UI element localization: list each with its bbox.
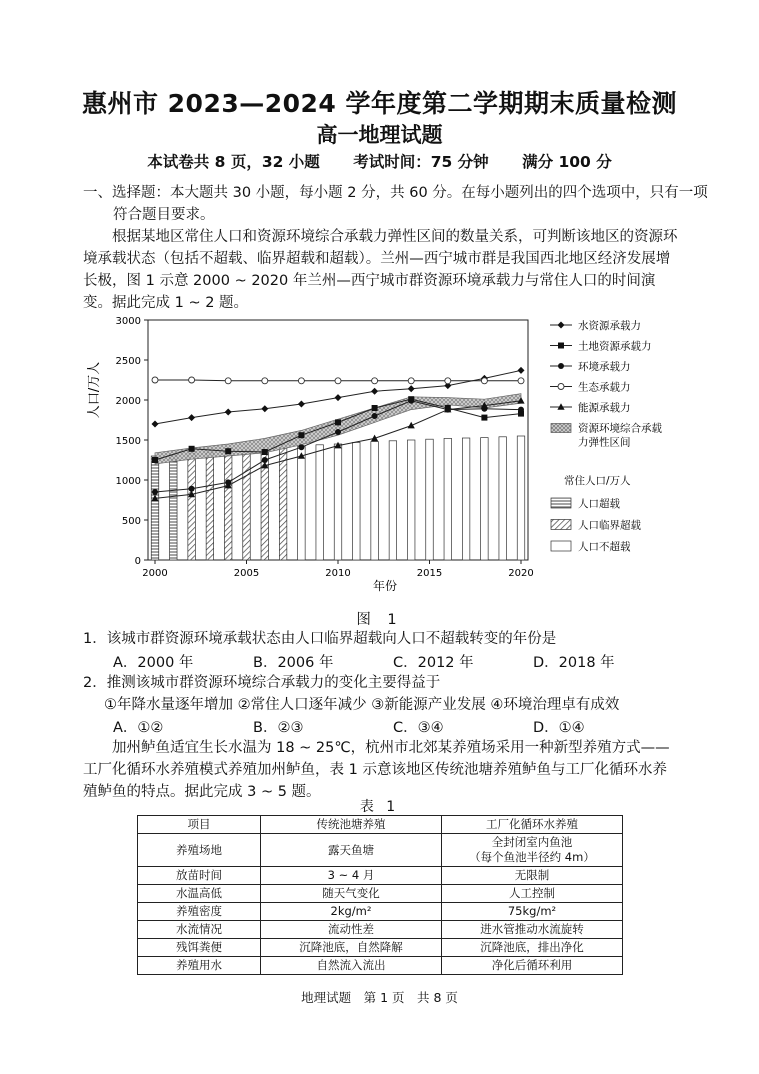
legend-population-label: 人口临界超载 xyxy=(578,519,641,532)
table-body xyxy=(138,834,623,975)
page-footer: 地理试题 第 1 页 共 8 页 xyxy=(301,990,458,1005)
legend-population-swatch xyxy=(551,498,571,508)
population-bar xyxy=(389,441,397,560)
series-point xyxy=(481,415,487,421)
series-point xyxy=(152,489,158,495)
legend-marker xyxy=(558,343,564,349)
x-tick-label: 2010 xyxy=(325,568,351,579)
x-tick-label: 2005 xyxy=(233,568,260,579)
y-tick-label: 2500 xyxy=(115,356,141,367)
population-bar xyxy=(499,437,507,560)
table-1-caption: 表 1 xyxy=(359,799,400,815)
x-tick-label: 2015 xyxy=(416,568,443,579)
series-point xyxy=(262,378,268,384)
series-point xyxy=(225,378,231,384)
exam-info xyxy=(0,150,759,172)
table-cell: 水流情况 xyxy=(138,921,261,939)
series-point xyxy=(518,407,524,413)
question-2-options xyxy=(113,716,673,737)
legend-label: 土地资源承载力 xyxy=(578,340,652,353)
q1-option-c[interactable]: C．2012 年 xyxy=(393,655,474,671)
population-bar xyxy=(316,445,324,560)
series-point xyxy=(372,413,378,419)
table-header-row xyxy=(138,816,623,834)
series-point xyxy=(189,446,195,452)
y-tick-label: 0 xyxy=(134,556,141,567)
population-bar xyxy=(151,456,159,560)
figure-1-caption: 图 1 xyxy=(356,612,403,628)
legend-marker xyxy=(558,363,564,369)
table-cell: 3 ~ 4 月 xyxy=(261,867,442,885)
series-point xyxy=(335,429,341,435)
table-header-cell: 工厂化循环水养殖 xyxy=(442,816,623,834)
population-bar xyxy=(444,438,452,560)
series-point xyxy=(335,419,341,425)
q2-option-b[interactable]: B．②③ xyxy=(253,720,304,736)
x-axis-label: 年份 xyxy=(372,579,398,593)
chart-legend xyxy=(550,319,662,553)
question-1-text: 1．该城市群资源环境承载状态由人口临界超载向人口不超载转变的年份是 xyxy=(83,631,557,647)
table-row xyxy=(138,867,623,885)
population-bar xyxy=(334,444,342,560)
table-cell: 全封闭室内鱼池 （每个鱼池半径约 4m） xyxy=(442,834,623,867)
figure-1-chart xyxy=(80,308,680,604)
table-header-cell: 传统池塘养殖 xyxy=(261,816,442,834)
legend-label: 生态承载力 xyxy=(578,381,631,394)
table-cell: 流动性差 xyxy=(261,921,442,939)
population-bar xyxy=(224,452,232,560)
population-bar xyxy=(170,454,178,560)
table-cell: 随天气变化 xyxy=(261,885,442,903)
population-bar xyxy=(206,453,214,560)
series-point xyxy=(225,448,231,454)
population-bar xyxy=(407,440,415,560)
table-cell: 残饵粪便 xyxy=(138,939,261,957)
table-row xyxy=(138,939,623,957)
series-point xyxy=(408,398,414,404)
population-bar xyxy=(426,439,434,560)
population-bar xyxy=(243,450,251,560)
legend-marker xyxy=(558,322,565,329)
legend-band-label: 力弹性区间 xyxy=(578,436,631,449)
passage-2: 加州鲈鱼适宜生长水温为 18 ~ 25℃，杭州市北郊某养殖场采用一种新型养殖方式——工厂化循环水养殖模式养殖加州鲈鱼，表 1 示意该地区传统池塘养殖鲈鱼与工厂化循环水养殖鲈鱼的特点。据此完成 3 ~ 5 题。 xyxy=(83,740,670,800)
series-point xyxy=(152,377,158,383)
table-row xyxy=(138,885,623,903)
table-cell: 水温高低 xyxy=(138,885,261,903)
series-point xyxy=(518,378,524,384)
legend-band-swatch xyxy=(551,424,571,433)
series-point xyxy=(298,378,304,384)
table-row xyxy=(138,834,623,867)
exam-info-score: 满分 100 分 xyxy=(522,153,612,171)
series-point xyxy=(152,457,158,463)
legend-band-label: 资源环境综合承载 xyxy=(578,422,662,435)
population-bar xyxy=(462,438,470,560)
series-point xyxy=(298,444,304,450)
population-bar xyxy=(279,448,287,560)
table-cell: 净化后循环利用 xyxy=(442,957,623,975)
table-cell: 自然流入流出 xyxy=(261,957,442,975)
series-point xyxy=(481,378,487,384)
legend-population-swatch xyxy=(551,520,571,530)
population-bar xyxy=(353,442,361,560)
y-tick-label: 2000 xyxy=(115,396,141,407)
q2-option-c[interactable]: C．③④ xyxy=(393,720,444,736)
series-point xyxy=(298,432,304,438)
table-header-cell: 项目 xyxy=(138,816,261,834)
series-point xyxy=(408,378,414,384)
q2-option-d[interactable]: D．①④ xyxy=(533,720,585,736)
table-cell: 进水管推动水流旋转 xyxy=(442,921,623,939)
x-tick-label: 2000 xyxy=(142,568,168,579)
population-bar xyxy=(371,442,379,560)
population-bar xyxy=(517,436,525,560)
legend-population-title: 常住人口/万人 xyxy=(564,475,631,487)
table-cell: 无限制 xyxy=(442,867,623,885)
y-tick-label: 1500 xyxy=(115,436,141,447)
x-tick-label: 2020 xyxy=(508,568,534,579)
legend-marker xyxy=(558,384,564,390)
question-2-statements: ①年降水量逐年增加 ②常住人口逐年减少 ③新能源产业发展 ④环境治理卓有成效 xyxy=(104,697,620,713)
y-tick-label: 500 xyxy=(121,516,141,527)
table-cell: 养殖密度 xyxy=(138,903,261,921)
section-intro: 根据某地区常住人口和资源环境综合承载力弹性区间的数量关系，可判断该地区的资源环境承载状态（包括不超载、临界超载和超载）。兰州—西宁城市群是我国西北地区经济发展增长极，图 1 示意 2000 ~ 2020 年兰州—西宁城市群资源环境承载力与常住人口的时间演变。据此完成 1 ~ 2 题。 xyxy=(83,229,678,311)
series-point xyxy=(335,378,341,384)
table-row xyxy=(138,921,623,939)
table-cell: 75kg/m² xyxy=(442,903,623,921)
table-cell: 露天鱼塘 xyxy=(261,834,442,867)
q2-option-a[interactable]: A．①② xyxy=(113,720,164,736)
exam-info-time: 考试时间：75 分钟 xyxy=(353,153,489,171)
population-bar xyxy=(481,438,489,560)
table-cell: 放苗时间 xyxy=(138,867,261,885)
q1-option-d[interactable]: D．2018 年 xyxy=(533,655,615,671)
y-tick-label: 1000 xyxy=(115,476,141,487)
table-cell: 养殖场地 xyxy=(138,834,261,867)
exam-info-pages: 本试卷共 8 页，32 小题 xyxy=(147,153,320,171)
legend-label: 环境承载力 xyxy=(578,361,631,373)
y-axis-label: 人口/万人 xyxy=(87,361,102,419)
series-point xyxy=(372,405,378,411)
legend-label: 能源承载力 xyxy=(578,402,631,414)
population-bar xyxy=(298,446,306,560)
q1-option-a[interactable]: A．2000 年 xyxy=(113,655,194,671)
legend-population-label: 人口超载 xyxy=(578,498,620,510)
table-cell: 人工控制 xyxy=(442,885,623,903)
exam-subtitle: 高一地理试题 xyxy=(316,123,443,147)
series-point xyxy=(189,377,195,383)
table-1 xyxy=(137,815,623,975)
plot-area xyxy=(116,316,534,579)
section-heading: 一、选择题：本大题共 30 小题，每小题 2 分，共 60 分。在每小题列出的四个选项中，只有一项符合题目要求。 xyxy=(83,185,708,223)
table-cell: 沉降池底，自然降解 xyxy=(261,939,442,957)
y-tick-label: 3000 xyxy=(115,316,141,327)
q1-option-b[interactable]: B．2006 年 xyxy=(253,655,334,671)
table-cell: 2kg/m² xyxy=(261,903,442,921)
table-row xyxy=(138,903,623,921)
series-point xyxy=(262,449,268,455)
exam-title: 惠州市 2023—2024 学年度第二学期期末质量检测 xyxy=(81,89,678,118)
table-cell: 沉降池底，排出净化 xyxy=(442,939,623,957)
population-bar xyxy=(188,454,196,560)
legend-label: 水资源承载力 xyxy=(578,320,641,332)
question-2-text: 2．推测该城市群资源环境综合承载力的变化主要得益于 xyxy=(83,675,441,691)
table-row xyxy=(138,957,623,975)
legend-population-label: 人口不超载 xyxy=(578,541,631,553)
table-cell: 养殖用水 xyxy=(138,957,261,975)
series-point xyxy=(372,378,378,384)
question-1-options xyxy=(113,651,673,672)
series-point xyxy=(445,378,451,384)
legend-population-swatch xyxy=(551,541,571,551)
